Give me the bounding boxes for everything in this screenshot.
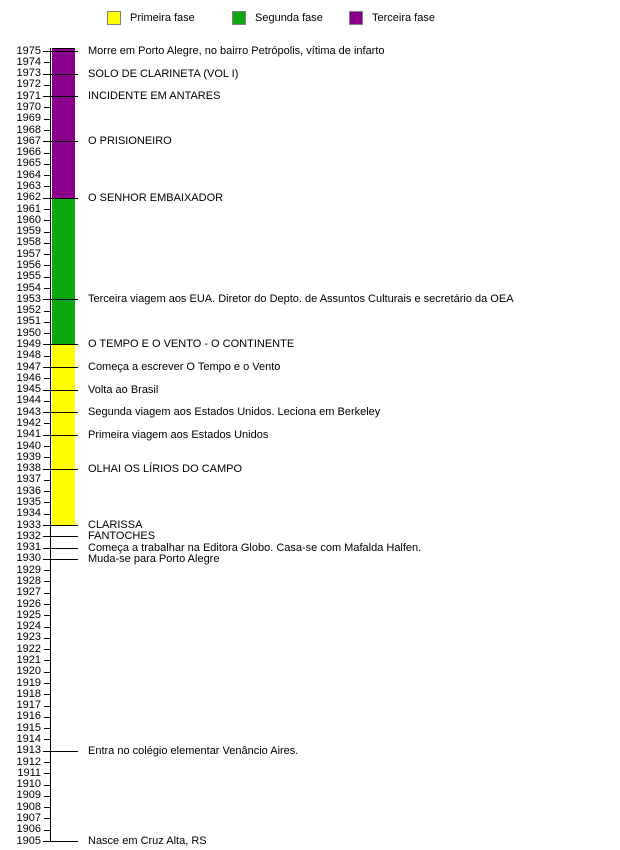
year-label: 1940 (16, 440, 41, 452)
year-tick (44, 762, 51, 763)
event-label: INCIDENTE EM ANTARES (88, 90, 221, 102)
year-label: 1975 (16, 45, 41, 57)
phase-bar-2 (52, 48, 75, 198)
event-label: FANTOCHES (88, 530, 156, 542)
phase-bar-1 (52, 198, 75, 345)
year-label: 1912 (16, 756, 41, 768)
year-label: 1923 (16, 631, 41, 643)
event-label: Volta ao Brasil (88, 384, 159, 396)
year-tick (44, 672, 51, 673)
year-tick (44, 638, 51, 639)
event-label: Nasce em Cruz Alta, RS (88, 835, 207, 847)
event-line (43, 412, 78, 413)
event-line (43, 198, 78, 199)
event-label: Terceira viagem aos EUA. Diretor do Depto. de Assuntos Culturais e secretário da OEA (88, 293, 514, 305)
event-line (43, 469, 78, 470)
year-label: 1972 (16, 78, 41, 90)
year-label: 1959 (16, 225, 41, 237)
event-label: Entra no colégio elementar Venâncio Aires. (88, 745, 299, 757)
year-tick (44, 288, 51, 289)
year-label: 1938 (16, 462, 41, 474)
year-label: 1962 (16, 191, 41, 203)
year-tick (44, 457, 51, 458)
year-tick (44, 446, 51, 447)
year-label: 1939 (16, 451, 41, 463)
year-label: 1969 (16, 112, 41, 124)
year-tick (44, 480, 51, 481)
year-tick (44, 627, 51, 628)
year-label: 1967 (16, 135, 41, 147)
year-label: 1974 (16, 56, 41, 68)
event-label: OLHAI OS LÍRIOS DO CAMPO (88, 463, 243, 475)
event-label: Começa a escrever O Tempo e o Vento (88, 361, 281, 373)
year-label: 1949 (16, 338, 41, 350)
year-label: 1956 (16, 259, 41, 271)
year-label: 1931 (16, 541, 41, 553)
event-line (43, 536, 78, 537)
year-label: 1953 (16, 293, 41, 305)
year-tick (44, 570, 51, 571)
year-label: 1937 (16, 473, 41, 485)
year-tick (44, 209, 51, 210)
year-label: 1908 (16, 801, 41, 813)
year-tick (44, 717, 51, 718)
year-tick (44, 604, 51, 605)
year-tick (44, 593, 51, 594)
event-line (43, 525, 78, 526)
year-tick (44, 660, 51, 661)
year-tick (44, 175, 51, 176)
year-tick (44, 333, 51, 334)
year-label: 1950 (16, 327, 41, 339)
year-label: 1916 (16, 710, 41, 722)
year-tick (44, 153, 51, 154)
legend-swatch-terceira-fase (349, 11, 363, 25)
year-label: 1907 (16, 812, 41, 824)
year-tick (44, 830, 51, 831)
year-label: 1919 (16, 677, 41, 689)
event-label: Primeira viagem aos Estados Unidos (88, 429, 269, 441)
year-label: 1930 (16, 552, 41, 564)
event-line (43, 548, 78, 549)
year-label: 1928 (16, 575, 41, 587)
year-label: 1926 (16, 598, 41, 610)
year-tick (44, 164, 51, 165)
year-label: 1960 (16, 214, 41, 226)
event-label: O TEMPO E O VENTO - O CONTINENTE (88, 338, 295, 350)
year-tick (44, 311, 51, 312)
event-label: Morre em Porto Alegre, no bairro Petrópolis, vítima de infarto (88, 45, 385, 57)
event-line (43, 74, 78, 75)
year-tick (44, 107, 51, 108)
event-line (43, 751, 78, 752)
year-tick (44, 581, 51, 582)
year-label: 1958 (16, 236, 41, 248)
year-tick (44, 683, 51, 684)
year-tick (44, 491, 51, 492)
year-tick (44, 130, 51, 131)
year-tick (44, 254, 51, 255)
event-line (43, 559, 78, 560)
year-tick (44, 706, 51, 707)
event-line (43, 841, 78, 842)
year-label: 1909 (16, 789, 41, 801)
legend-label-primeira-fase: Primeira fase (130, 12, 195, 24)
year-label: 1906 (16, 823, 41, 835)
event-label: Segunda viagem aos Estados Unidos. Leciona em Berkeley (88, 406, 381, 418)
year-label: 1911 (17, 767, 41, 779)
year-label: 1971 (16, 90, 41, 102)
year-label: 1947 (16, 361, 41, 373)
year-label: 1933 (16, 519, 41, 531)
year-label: 1951 (16, 315, 41, 327)
event-label: O SENHOR EMBAIXADOR (88, 192, 224, 204)
year-label: 1970 (16, 101, 41, 113)
year-label: 1963 (16, 180, 41, 192)
year-label: 1957 (16, 248, 41, 260)
year-label: 1905 (16, 835, 41, 847)
year-tick (44, 243, 51, 244)
legend-swatch-segunda-fase (232, 11, 246, 25)
year-label: 1964 (16, 169, 41, 181)
year-label: 1924 (16, 620, 41, 632)
year-label: 1918 (16, 688, 41, 700)
year-label: 1973 (16, 67, 41, 79)
year-label: 1946 (16, 372, 41, 384)
year-tick (44, 739, 51, 740)
year-tick (44, 186, 51, 187)
legend-label-terceira-fase: Terceira fase (372, 12, 435, 24)
year-label: 1910 (16, 778, 41, 790)
year-label: 1943 (16, 406, 41, 418)
year-tick (44, 85, 51, 86)
event-label: O PRISIONEIRO (88, 135, 172, 147)
year-tick (44, 356, 51, 357)
event-line (43, 435, 78, 436)
year-label: 1913 (16, 744, 41, 756)
year-tick (44, 322, 51, 323)
year-tick (44, 615, 51, 616)
year-label: 1927 (16, 586, 41, 598)
year-label: 1936 (16, 485, 41, 497)
year-tick (44, 62, 51, 63)
year-tick (44, 423, 51, 424)
year-label: 1942 (16, 417, 41, 429)
year-label: 1944 (16, 394, 41, 406)
year-label: 1917 (16, 699, 41, 711)
year-tick (44, 378, 51, 379)
event-label: Muda-se para Porto Alegre (88, 553, 220, 565)
year-label: 1914 (16, 733, 41, 745)
year-label: 1965 (16, 157, 41, 169)
year-label: 1921 (16, 654, 41, 666)
event-label: CLARISSA (88, 519, 143, 531)
year-tick (44, 265, 51, 266)
year-label: 1955 (16, 270, 41, 282)
year-label: 1945 (16, 383, 41, 395)
year-label: 1954 (16, 282, 41, 294)
year-tick (44, 728, 51, 729)
legend-swatch-primeira-fase (107, 11, 121, 25)
timeline-axis (50, 48, 51, 842)
year-label: 1968 (16, 124, 41, 136)
legend-label-segunda-fase: Segunda fase (255, 12, 323, 24)
event-line (43, 367, 78, 368)
year-label: 1941 (16, 428, 41, 440)
year-tick (44, 773, 51, 774)
year-label: 1935 (16, 496, 41, 508)
year-label: 1952 (16, 304, 41, 316)
event-label: Começa a trabalhar na Editora Globo. Casa-se com Mafalda Halfen. (88, 542, 422, 554)
year-label: 1932 (16, 530, 41, 542)
year-tick (44, 514, 51, 515)
year-label: 1920 (16, 665, 41, 677)
event-line (43, 390, 78, 391)
event-line (43, 96, 78, 97)
year-label: 1961 (16, 203, 41, 215)
event-line (43, 299, 78, 300)
event-line (43, 344, 78, 345)
year-tick (44, 796, 51, 797)
year-tick (44, 694, 51, 695)
event-line (43, 51, 78, 52)
year-label: 1929 (16, 564, 41, 576)
year-tick (44, 401, 51, 402)
year-tick (44, 818, 51, 819)
year-tick (44, 785, 51, 786)
year-label: 1934 (16, 507, 41, 519)
year-label: 1925 (16, 609, 41, 621)
year-tick (44, 649, 51, 650)
year-tick (44, 277, 51, 278)
event-line (43, 141, 78, 142)
year-tick (44, 807, 51, 808)
year-label: 1922 (16, 643, 41, 655)
year-label: 1915 (16, 722, 41, 734)
event-label: SOLO DE CLARINETA (VOL I) (88, 68, 239, 80)
year-label: 1966 (16, 146, 41, 158)
year-tick (44, 220, 51, 221)
year-tick (44, 119, 51, 120)
year-tick (44, 232, 51, 233)
year-tick (44, 502, 51, 503)
year-label: 1948 (16, 349, 41, 361)
